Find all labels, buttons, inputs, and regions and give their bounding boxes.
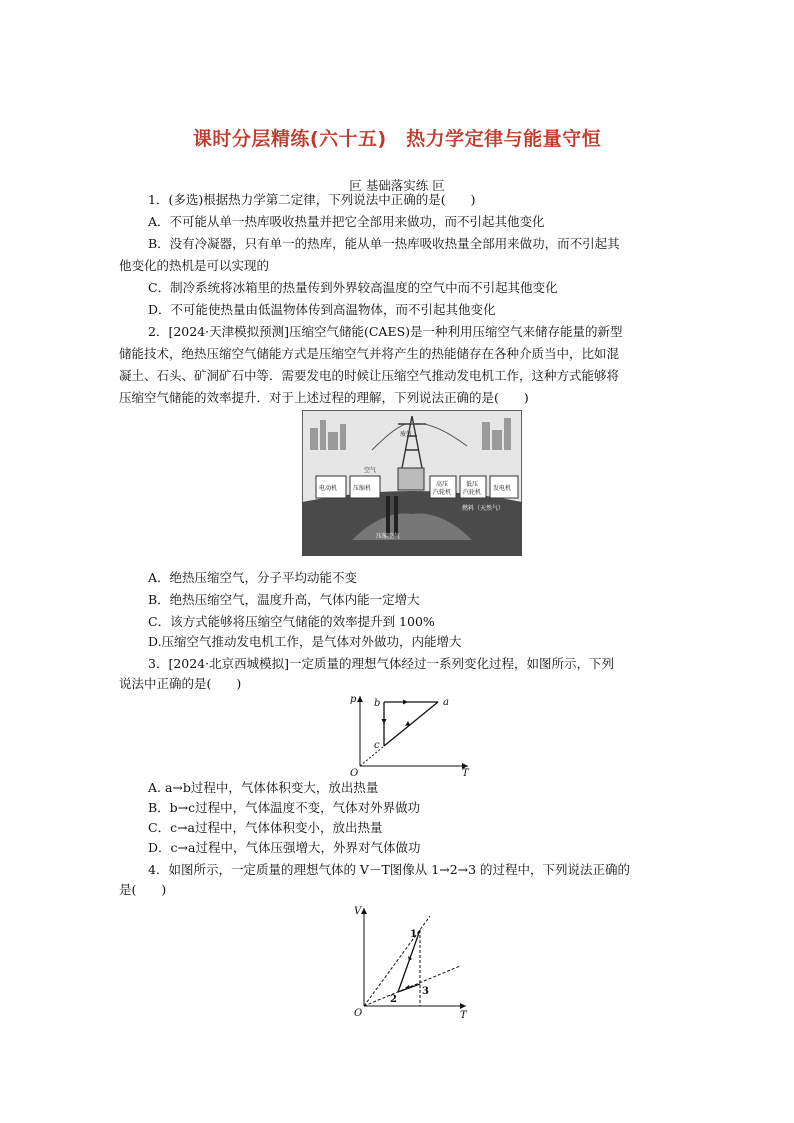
q1-option-a: A．不可能从单一热库吸收热量并把它全部用来做功，而不引起其他变化 bbox=[148, 214, 545, 229]
label-exhaust: 废气 bbox=[400, 431, 413, 438]
state-1-label: 1 bbox=[410, 929, 417, 940]
q2-option-d: D.压缩空气推动发电机工作，是气体对外做功，内能增大 bbox=[148, 634, 462, 649]
label-compressed-air: 压缩空气 bbox=[376, 533, 401, 540]
origin-label: O bbox=[354, 1008, 363, 1019]
q2-option-a: A．绝热压缩空气，分子平均动能不变 bbox=[148, 570, 358, 585]
label-lp-turbine-1: 低压 bbox=[466, 481, 479, 488]
q1-option-c: C．制冷系统将冰箱里的热量传到外界较高温度的空气中而不引起其他变化 bbox=[148, 280, 558, 295]
axis-t-label: T bbox=[460, 1010, 467, 1021]
axis-t-label: T bbox=[462, 768, 469, 776]
q2-stem-1: 2．[2024·天津模拟预测]压缩空气储能(CAES)是一种利用压缩空气来储存能量的新型 bbox=[148, 324, 623, 339]
page-title: 课时分层精练(六十五) 热力学定律与能量守恒 bbox=[192, 128, 602, 150]
label-generator: 发电机 bbox=[493, 485, 512, 492]
q3-stem-1: 3．[2024·北京西城模拟]一定质量的理想气体经过一系列变化过程，如图所示，下列 bbox=[148, 656, 614, 671]
q1-option-b: B．没有冷凝器，只有单一的热库，能从单一热库吸收热量全部用来做功，而不引起其 bbox=[148, 236, 620, 251]
v-t-graph bbox=[350, 902, 476, 1022]
q3-option-a: A. a→b过程中，气体体积变大，放出热量 bbox=[148, 780, 379, 795]
origin-label: O bbox=[350, 768, 359, 776]
q3-option-d: D．c→a过程中，气体压强增大，外界对气体做功 bbox=[148, 840, 421, 855]
q2-stem-3: 凝土、石头、矿洞矿石中等．需要发电的时候让压缩空气推动发电机工作，这种方式能够将 bbox=[119, 368, 620, 383]
q3-stem-2: 说法中正确的是( ) bbox=[119, 676, 242, 691]
p-t-graph bbox=[346, 690, 476, 776]
axis-v-label: V bbox=[354, 906, 362, 917]
label-fuel: 燃料（天然气） bbox=[462, 505, 505, 512]
q2-stem-4: 压缩空气储能的效率提升．对于上述过程的理解，下列说法正确的是( ) bbox=[119, 390, 529, 405]
q2-option-b: B．绝热压缩空气，温度升高，气体内能一定增大 bbox=[148, 592, 420, 607]
caes-diagram bbox=[302, 410, 522, 556]
label-compressor: 压缩机 bbox=[353, 485, 372, 492]
label-lp-turbine-2: 汽轮机 bbox=[463, 489, 482, 496]
point-a-label: a bbox=[443, 697, 449, 708]
q1-option-d: D．不可能使热量由低温物体传到高温物体，而不引起其他变化 bbox=[148, 302, 496, 317]
q3-option-c: C．c→a过程中，气体体积变小，放出热量 bbox=[148, 820, 383, 835]
label-air: 空气 bbox=[364, 467, 377, 474]
label-hp-turbine-2: 汽轮机 bbox=[433, 489, 452, 496]
q1-stem: 1．(多选)根据热力学第二定律，下列说法中正确的是( ) bbox=[148, 192, 476, 207]
point-c-label: c bbox=[374, 740, 380, 751]
axis-p-label: p bbox=[350, 694, 357, 705]
section-heading: 叵 基础落实练 叵 bbox=[349, 178, 445, 193]
point-b-label: b bbox=[374, 698, 381, 709]
q3-option-b: B．b→c过程中，气体温度不变，气体对外界做功 bbox=[148, 800, 421, 815]
q2-stem-2: 储能技术，绝热压缩空气储能方式是压缩空气并将产生的热能储存在各种介质当中，比如混 bbox=[119, 346, 620, 361]
q4-stem-1: 4．如图所示，一定质量的理想气体的 V－T图像从 1→2→3 的过程中，下列说法正确的 bbox=[148, 862, 631, 877]
state-2-label: 2 bbox=[390, 994, 397, 1005]
q4-stem-2: 是( ) bbox=[119, 882, 167, 897]
label-hp-turbine-1: 高压 bbox=[436, 481, 449, 488]
state-3-label: 3 bbox=[422, 986, 429, 997]
q1-option-b-cont: 他变化的热机是可以实现的 bbox=[119, 258, 270, 273]
q2-option-c: C．该方式能够将压缩空气储能的效率提升到 100% bbox=[148, 614, 435, 629]
label-motor: 电动机 bbox=[319, 485, 338, 492]
